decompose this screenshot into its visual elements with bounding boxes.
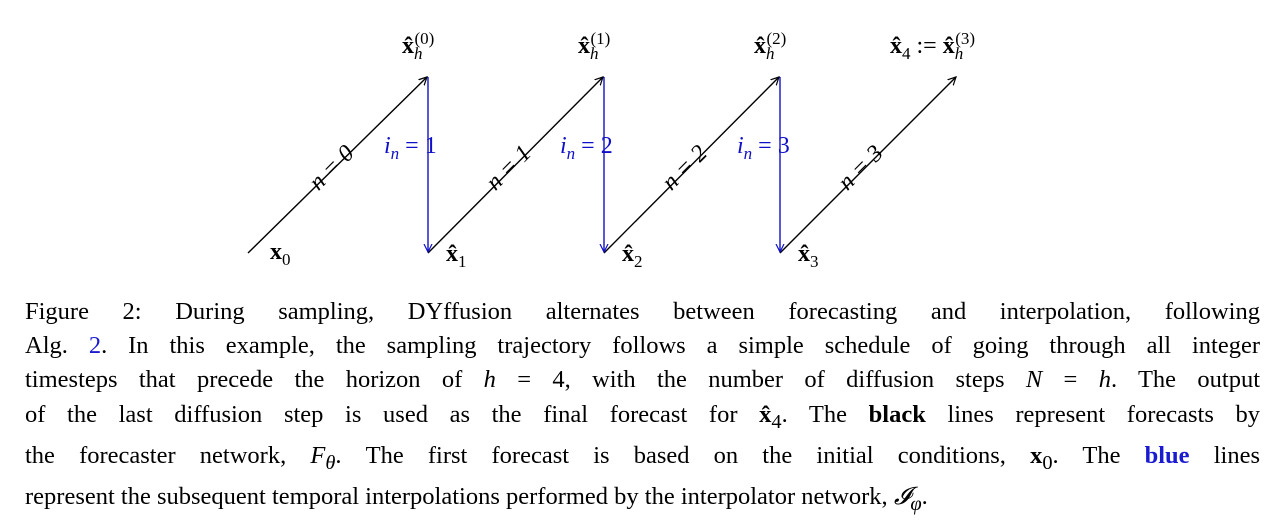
forecast-label-1: n = 1 xyxy=(481,140,537,196)
caption-line-4: of the last diffusion step is used as the final forecast for $x̂_4$. The black lines represent forecasts by xyxy=(25,400,1261,433)
node-x0: $x_0$ xyxy=(270,239,291,269)
node-x3: $x̂_3$ xyxy=(798,241,819,271)
node-xh1: $x̂_h^{(1)}$ xyxy=(578,29,611,63)
interp-label-1: $i_n = 1$ xyxy=(384,133,437,163)
node-x1: $x̂_1$ xyxy=(446,241,467,271)
caption-line-6: represent the subsequent temporal interpolations performed by the interpolator network, 𝓘$_\varphi$. xyxy=(25,482,928,515)
node-xh0: $x̂_h^{(0)}$ xyxy=(402,29,435,63)
keyword-black: black xyxy=(868,400,926,428)
interp-label-3: $i_n = 3$ xyxy=(737,133,790,163)
caption-line-5: the forecaster network, $F_\theta$. The first forecast is based on the initial conditions, $x_0$. The blue lines xyxy=(25,441,1260,474)
node-x4-final: $x̂_4$ := $x̂_h^{(3)}$ xyxy=(890,29,976,63)
caption-line-2: Alg. 2. In this example, the sampling trajectory follows a simple schedule of going through all integer xyxy=(25,332,1261,360)
keyword-blue: blue xyxy=(1144,441,1190,469)
forecast-label-0: n = 0 xyxy=(304,140,360,196)
interp-label-2: $i_n = 2$ xyxy=(560,133,613,163)
algorithm-link[interactable]: 2 xyxy=(88,332,102,360)
figure-caption xyxy=(25,295,1260,521)
caption-line-1: Figure 2: During sampling, DYffusion alternates between forecasting and interpolation, following xyxy=(25,298,1260,325)
forecast-label-2: n = 2 xyxy=(657,140,713,196)
caption-line-3: timesteps that precede the horizon of h = 4, with the number of diffusion steps N = h. The output xyxy=(25,366,1261,394)
forecast-label-3: n = 3 xyxy=(833,140,889,196)
node-xh2: $x̂_h^{(2)}$ xyxy=(754,29,787,63)
node-x2: $x̂_2$ xyxy=(622,241,643,271)
